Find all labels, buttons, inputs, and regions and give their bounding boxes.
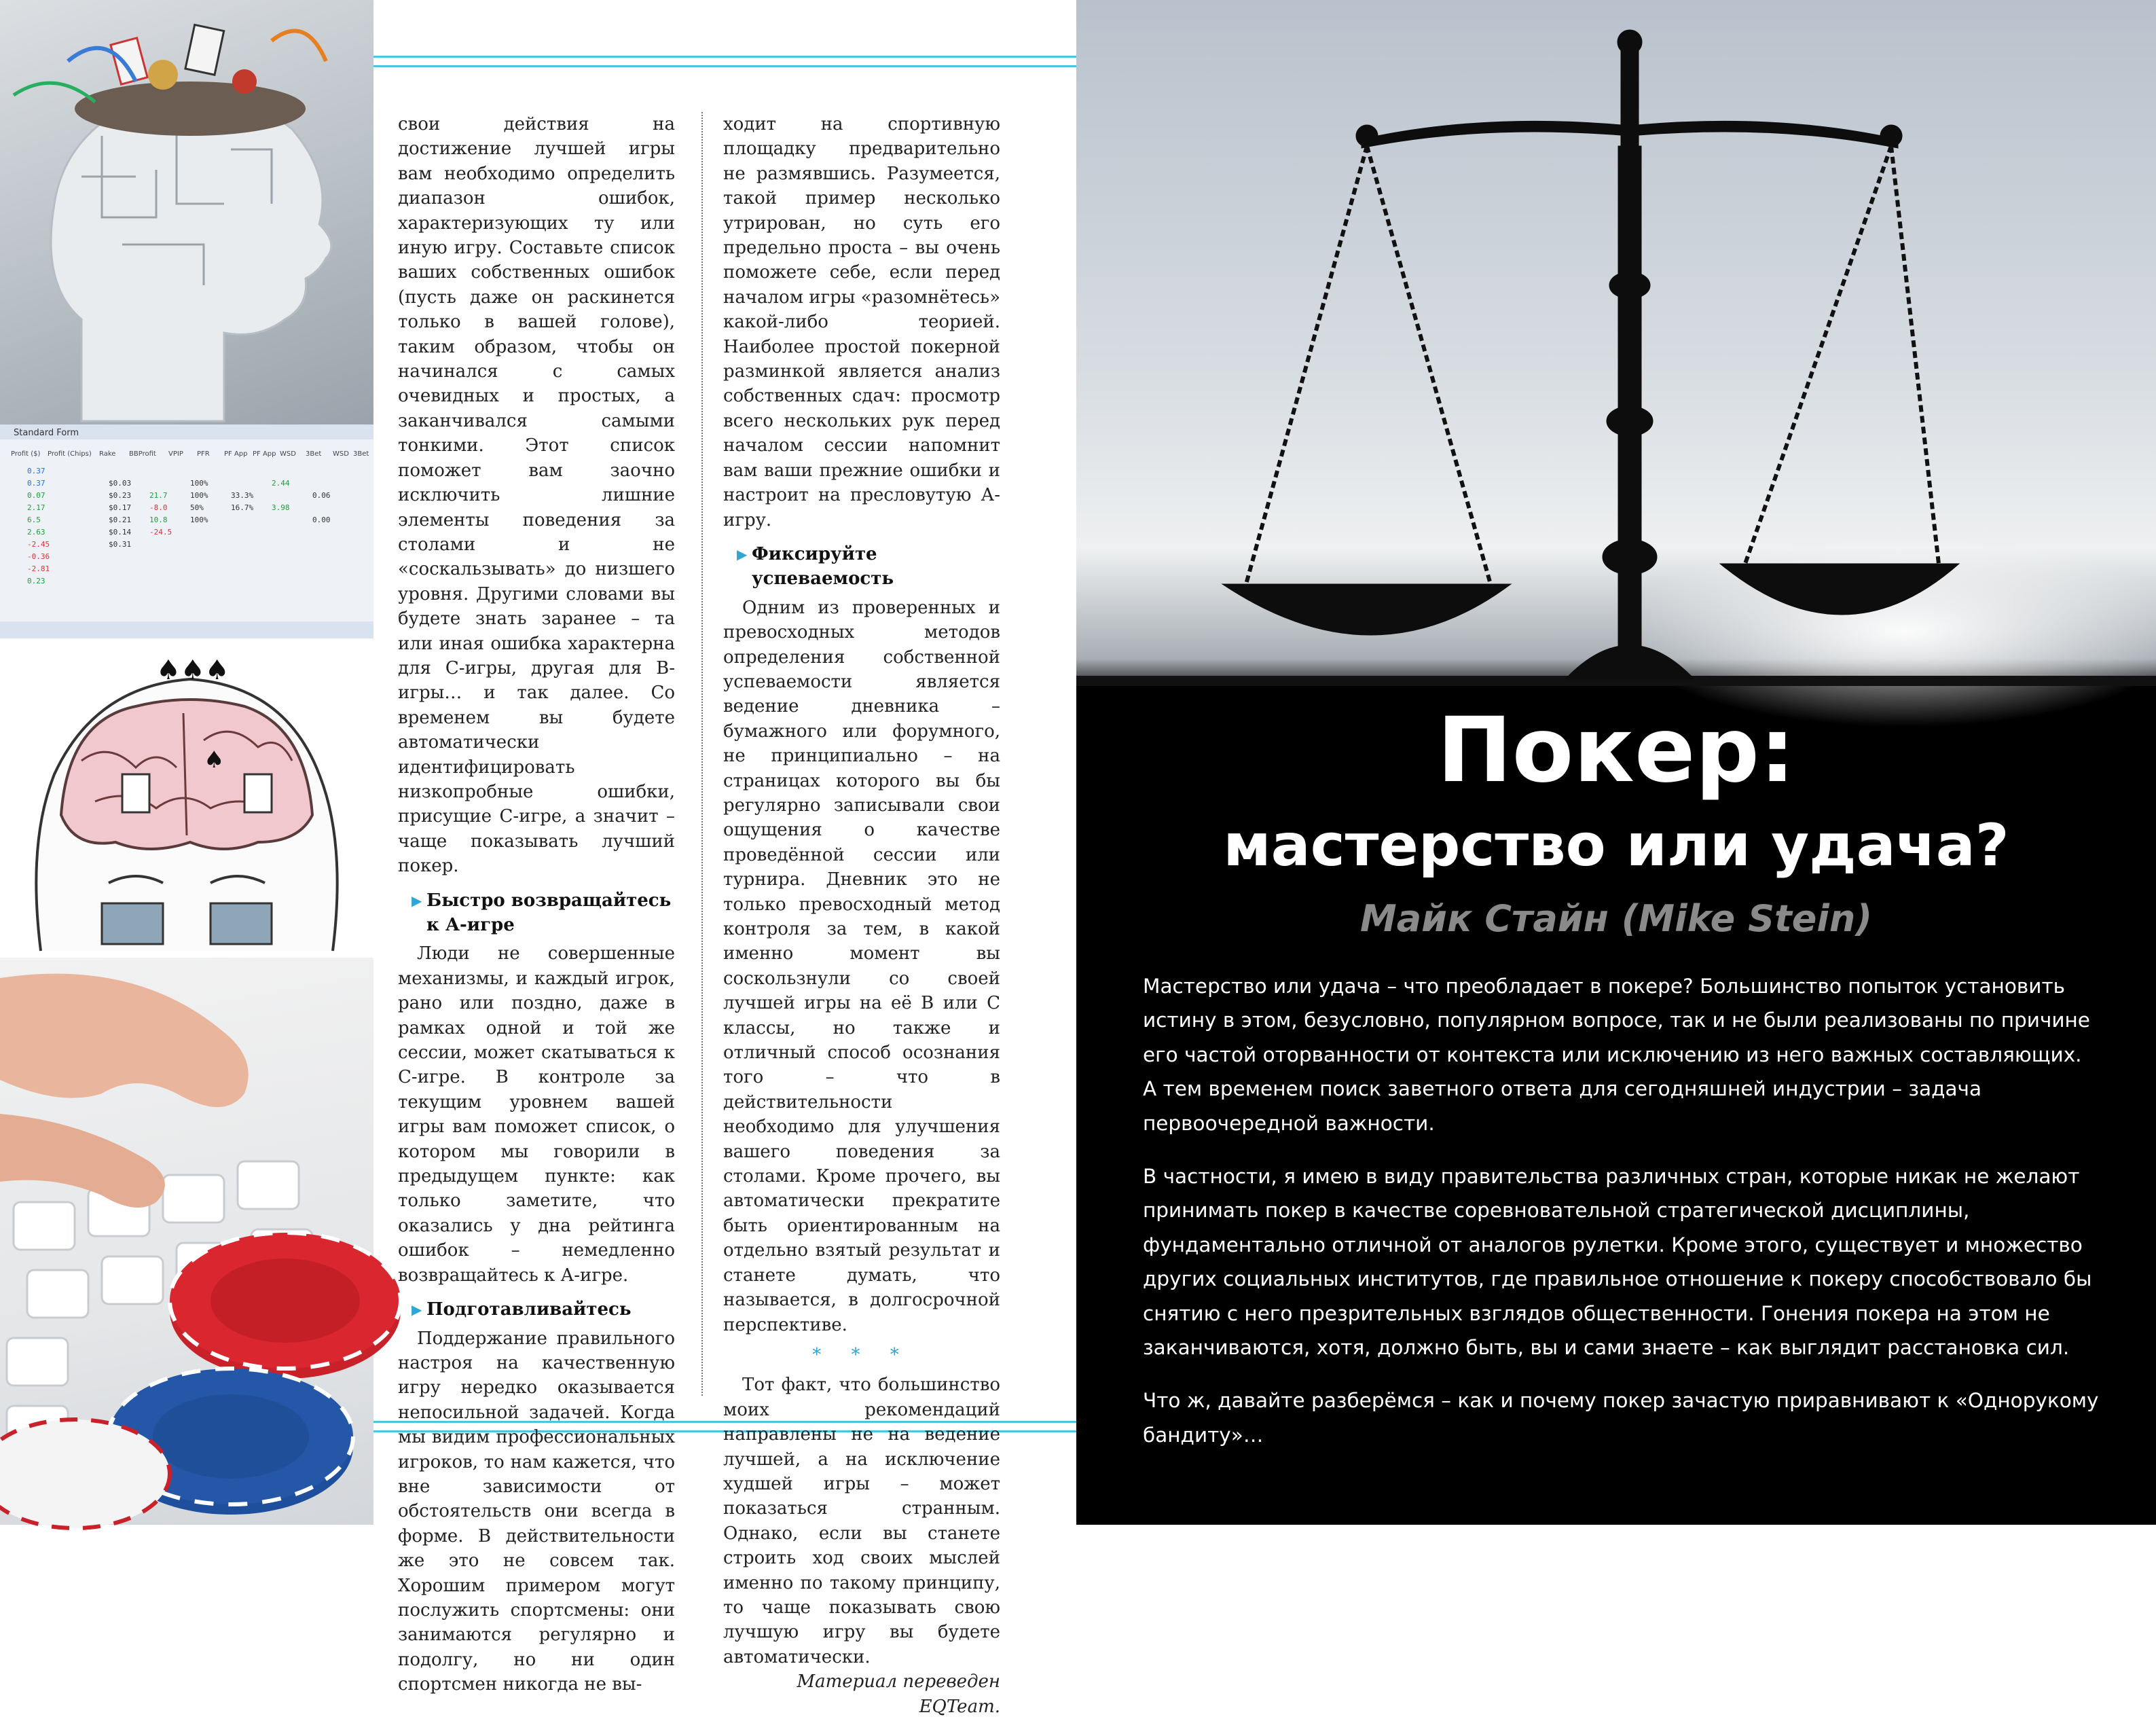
svg-text:0.00: 0.00 [312, 515, 331, 524]
right-page [1076, 0, 2156, 1525]
svg-text:-0.36: -0.36 [27, 552, 50, 561]
subheading [398, 888, 675, 938]
intro-paragraph: В частности, я имею в виду правительства различных стран, которые никак не желают принимать покер в качестве соревновательной стратегической дисциплины, фундаментально отличной от аналогов рулетки. Кроме этого, существует и множество других социальных институтов, где правильное отношение к покеру способствовало бы снятию с него презрительных взглядов общественности. Гонения покера на этом не заканчиваются, хотя, должно быть, вы и сами знаете – как выглядит расстановка сил. [1143, 1165, 2092, 1360]
scales-image [1076, 0, 2156, 686]
subheading-text: Фиксируйте успеваемость [752, 543, 894, 590]
svg-text:$0.14: $0.14 [109, 528, 132, 537]
photo-strip [0, 0, 373, 1525]
poker-brain-icon [0, 638, 373, 958]
left-page [0, 0, 1076, 1717]
top-rule [373, 56, 1076, 58]
top-rule [373, 65, 1076, 67]
svg-text:21.7: 21.7 [149, 491, 168, 500]
article-subtitle: мастерство или удача? [1223, 812, 2009, 880]
svg-text:-2.45: -2.45 [27, 540, 50, 549]
scales-silhouette-icon [1076, 0, 2156, 686]
svg-text:2.63: 2.63 [27, 528, 45, 537]
subheading-text: к А-игре [426, 915, 515, 935]
svg-text:0.37: 0.37 [27, 479, 45, 488]
subheading-text: Быстро возвращайтесь [426, 890, 672, 911]
poker-brain-image [0, 638, 373, 958]
subheading-text: Подготавливайтесь [426, 1299, 632, 1320]
svg-text:$0.17: $0.17 [109, 503, 132, 512]
keyboard-chips-icon [0, 958, 373, 1525]
bullet-triangle-icon: ▶ [412, 1301, 422, 1318]
stats-window-image [0, 424, 373, 638]
svg-text:33.3%: 33.3% [231, 491, 254, 500]
svg-text:Profit ($): Profit ($) [11, 450, 41, 458]
svg-text:10.8: 10.8 [149, 515, 168, 524]
svg-text:0.07: 0.07 [27, 491, 45, 500]
svg-text:16.7%: 16.7% [231, 503, 254, 512]
subheading [398, 1297, 675, 1322]
svg-text:VPIP: VPIP [168, 450, 183, 458]
paragraph: Одним из проверенных и превосходных методов определения собственной успеваемости является ведение дневника – бумажного или форумного, не принципиально – на страницах которого вы бы регулярно записывали свои ощущения о качестве проведённой сессии или турнира. Дневник это не только превосходный метод контроля за тем, в какой именно момент вы соскользнули со своей лучшей игры на её В или С классы, но также и отличный способ осознания того – что в действительности необходимо для улучшения вашего поведения за столами. Кроме прочего, вы автоматически прекратите быть ориентированным на отдельно взятый результат и станете думать, что называется, в долгосрочной перспективе. [723, 597, 1000, 1335]
svg-text:2.44: 2.44 [272, 479, 290, 488]
svg-text:100%: 100% [190, 479, 208, 488]
svg-text:2.17: 2.17 [27, 503, 45, 512]
circuit-head-icon [0, 0, 373, 424]
text-column-1 [398, 112, 675, 1697]
paragraph: Люди не совершенные механизмы, и каждый игрок, рано или поздно, даже в рамках одной и той же сессии, может скатываться к С-игре. В контроле за текущим уровнем вашей игры вам поможет список, о котором мы говорили в предыдущем пункте: как только заметите, что оказались у дна рейтинга ошибок – немедленно возвращайтесь к А-игре. [398, 943, 675, 1286]
svg-text:$0.31: $0.31 [109, 540, 132, 549]
svg-text:Profit (Chips): Profit (Chips) [48, 450, 92, 458]
stats-table-icon [0, 424, 373, 638]
bullet-triangle-icon: ▶ [412, 892, 422, 909]
stats-window-title: Standard Form [14, 428, 79, 438]
svg-text:WSD: WSD [333, 450, 349, 458]
text-column-2 [723, 112, 1000, 1719]
paragraph: Тот факт, что большинство моих рекомендаций направлены не на ведение лучшей, а на исключение худшей игры – может показаться странным. Однако, если вы станете строить ход своих мыслей именно по такому принципу, то чаще показывать свою лучшую игру вы будете автоматически. [723, 1375, 1000, 1667]
intro-paragraph: Мастерство или удача – что преобладает в покере? Большинство попыток установить истину в этом, безусловно, популярном вопросе, так и не были реализованы по причине его частой оторванности от контекста или исключению из него важных составляющих. А тем временем поиск заветного ответа для сегодняшней индустрии – задача первоочередной важности. [1143, 975, 2090, 1135]
svg-text:-2.81: -2.81 [27, 564, 50, 573]
paragraph: Поддержание правильного настроя на качественную игру нередко оказывается непосильной задачей. Когда мы видим профессиональных игроков, то нам кажется, что вне зависимости от обстоятельств они всегда в форме. В действительности же это не совсем так. Хорошим примером могут послужить спортсмены: они занимаются регулярно и подолгу, но ни один спортсмен никогда не вы- [398, 1328, 675, 1695]
svg-text:♠♠♠: ♠♠♠ [156, 655, 230, 686]
keyboard-chips-image [0, 958, 373, 1525]
svg-text:PF App: PF App [224, 450, 248, 458]
svg-text:$0.03: $0.03 [109, 479, 132, 488]
svg-text:0.37: 0.37 [27, 467, 45, 475]
article-author: Майк Стайн (Mike Stein) [1359, 897, 1873, 940]
svg-text:100%: 100% [190, 491, 208, 500]
svg-text:-24.5: -24.5 [149, 528, 172, 537]
translation-credit: Материал переведен EQTeam. [797, 1671, 1000, 1717]
article-title: Покер: [1437, 698, 1795, 803]
paragraph: свои действия на достижение лучшей игры вам необходимо определить диапазон ошибок, характеризующих ту или иную игру. Составьте список ваших собственных ошибок (пусть даже он раскинется только в вашей голове), таким образом, чтобы он начинался с самых очевидных и простых, а заканчивался самыми тонкими. Этот список поможет вам заочно исключить лишние элементы поведения за столами и не «соскальзывать» до низшего уровня. Другими словами вы будете знать заранее – та или иная ошибка характерна для С-игры, другая для В-игры… и так далее. Со временем вы будете автоматически идентифицировать низкопробные ошибки, присущие С-игре, а значит – чаще показывать лучший покер. [398, 114, 675, 877]
svg-text:♠: ♠ [204, 746, 225, 774]
svg-text:0.06: 0.06 [312, 491, 331, 500]
svg-text:3Bet: 3Bet [306, 450, 322, 458]
svg-text:Rake: Rake [99, 450, 116, 458]
svg-text:$0.23: $0.23 [109, 491, 132, 500]
article-intro [1143, 969, 2099, 1471]
subheading [723, 542, 1000, 592]
svg-text:0.23: 0.23 [27, 577, 45, 585]
svg-text:3.98: 3.98 [272, 503, 290, 512]
svg-text:$0.21: $0.21 [109, 515, 132, 524]
circuit-head-image [0, 0, 373, 424]
bullet-triangle-icon: ▶ [737, 545, 748, 562]
svg-text:PFR: PFR [197, 450, 210, 458]
column-divider [701, 112, 703, 1396]
svg-text:BBProfit: BBProfit [129, 450, 156, 458]
intro-paragraph: Что ж, давайте разберёмся – как и почему покер зачастую приравнивают к «Однорукому бандиту»… [1143, 1389, 2099, 1447]
svg-text:50%: 50% [190, 503, 204, 512]
paragraph: ходит на спортивную площадку предварительно не размявшись. Разумеется, такой пример несколько утрирован, но суть его предельно проста – вы очень поможете себе, если перед началом игры «разомнётесь» какой-либо теорией. Наиболее простой покерной разминкой является анализ собственных сдач: просмотр всего нескольких рук перед началом сессии напомнит вам ваши прежние ошибки и настроит на пресловутую А-игру. [723, 114, 1000, 530]
svg-text:-8.0: -8.0 [149, 503, 168, 512]
section-stars: * * * [812, 1344, 911, 1365]
svg-text:100%: 100% [190, 515, 208, 524]
svg-text:3Bet: 3Bet [353, 450, 369, 458]
svg-text:6.5: 6.5 [27, 515, 41, 524]
svg-text:WSD: WSD [280, 450, 296, 458]
svg-text:PF App: PF App [253, 450, 276, 458]
